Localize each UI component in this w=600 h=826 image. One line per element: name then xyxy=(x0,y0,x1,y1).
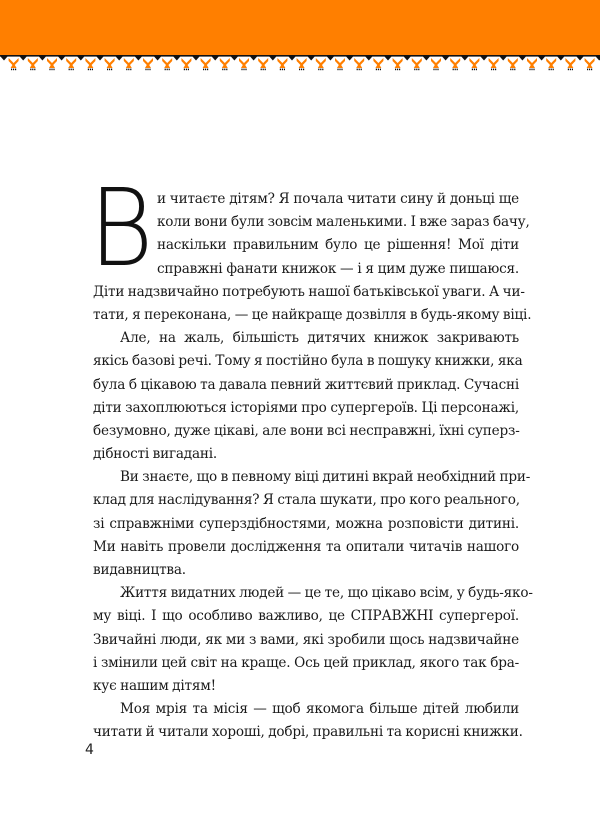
ornament-dot xyxy=(512,69,513,71)
ornament-motif xyxy=(489,58,499,68)
page-number: 4 xyxy=(85,742,94,758)
ornament-dot xyxy=(551,69,552,71)
text-line: була б цікавою та давала певний життєвий приклад. Сучасні xyxy=(93,376,519,393)
ornament-dot xyxy=(88,69,89,71)
ornament-motif xyxy=(181,58,191,68)
ornament-dot xyxy=(303,69,304,71)
ornament-motif xyxy=(431,58,441,68)
drop-cap: В xyxy=(89,167,154,291)
ornament-motif xyxy=(585,58,595,68)
ornament-motif xyxy=(412,58,422,68)
ornament-dot xyxy=(531,69,532,71)
ornament-motif xyxy=(85,58,95,68)
text-line: видавництва. xyxy=(93,562,186,578)
ornament-motif xyxy=(297,58,307,68)
ornament-dot xyxy=(51,69,52,71)
ornament-dot xyxy=(301,69,302,71)
paragraph xyxy=(93,466,531,582)
ornament-triangle xyxy=(481,57,488,61)
ornament-motif xyxy=(450,58,460,68)
ornament-motif xyxy=(335,58,345,68)
article-body xyxy=(93,188,533,745)
ornament-triangle xyxy=(250,57,257,61)
ornament-dot xyxy=(92,69,93,71)
ornament-motif xyxy=(239,58,249,68)
ornament-motif xyxy=(546,58,556,68)
text-line: коли вони були зовсім маленькими. І вже зараз бачу, xyxy=(157,214,530,231)
ornament-motif xyxy=(527,58,537,68)
ornament-dot xyxy=(414,69,415,71)
ornament-dot xyxy=(32,69,33,71)
ornament-motif xyxy=(393,58,403,68)
ornament-dot xyxy=(69,69,70,71)
paragraph xyxy=(93,327,523,466)
ornament-triangle xyxy=(385,57,392,61)
ornament-dot xyxy=(203,69,204,71)
ornament-dot xyxy=(572,69,573,71)
ornament-dot xyxy=(126,69,127,71)
text-line: му віці. І що особливо важливо, це СПРАВЖНІ супергерої. xyxy=(93,608,519,625)
ornament-dot xyxy=(399,69,400,71)
ornament-triangle xyxy=(154,57,161,61)
ornament-dot xyxy=(241,69,242,71)
ornament-triangle xyxy=(365,57,372,61)
ornament-dot xyxy=(13,69,14,71)
ornament-dot xyxy=(205,69,206,71)
ornament-motif xyxy=(47,58,57,68)
ornament-dot xyxy=(495,69,496,71)
ornament-motif xyxy=(316,58,326,68)
ornament-motif xyxy=(220,58,230,68)
text-line: Звичайні люди, як ми з вами, які зробили щось надзвичайне xyxy=(93,631,519,648)
ornament-border xyxy=(0,55,600,71)
ornament-dot xyxy=(15,69,16,71)
ornament-dot xyxy=(222,69,223,71)
ornament-dot xyxy=(188,69,189,71)
text-line: Але, на жаль, більшість дитячих книжок закривають xyxy=(120,330,519,347)
ornament-motif xyxy=(143,58,153,68)
ornament-dot xyxy=(299,69,300,71)
ornament-triangle xyxy=(577,57,584,61)
ornament-dot xyxy=(416,69,417,71)
ornament-triangle xyxy=(557,57,564,61)
ornament-dot xyxy=(149,69,150,71)
ornament-dot xyxy=(474,69,475,71)
ornament-motif xyxy=(201,58,211,68)
ornament-dot xyxy=(587,69,588,71)
ornament-motif xyxy=(565,58,575,68)
ornament-dot xyxy=(337,69,338,71)
ornament-dot xyxy=(533,69,534,71)
ornament-dot xyxy=(243,69,244,71)
ornament-motif xyxy=(9,58,19,68)
ornament-dot xyxy=(570,69,571,71)
ornament-dot xyxy=(224,69,225,71)
ornament-motif xyxy=(469,58,479,68)
ornament-dot xyxy=(553,69,554,71)
ornament-triangle xyxy=(20,57,27,61)
ornament-dot xyxy=(111,69,112,71)
text-line: кує нашим дітям! xyxy=(93,677,216,694)
ornament-dot xyxy=(529,69,530,71)
ornament-dot xyxy=(510,69,511,71)
text-line: и читаєте дітям? Я почала читати сину й доньці ще xyxy=(157,191,519,207)
ornament-dot xyxy=(591,69,592,71)
ornament-triangle xyxy=(327,57,334,61)
ornament-motif xyxy=(124,58,134,68)
ornament-dot xyxy=(514,69,515,71)
ornament-dot xyxy=(49,69,50,71)
ornament-dot xyxy=(184,69,185,71)
ornament-motif xyxy=(162,58,172,68)
ornament-triangle xyxy=(212,57,219,61)
ornament-triangle xyxy=(346,57,353,61)
ornament-triangle xyxy=(173,57,180,61)
ornament-triangle xyxy=(39,57,46,61)
ornament-motif xyxy=(258,58,268,68)
ornament-triangle xyxy=(193,57,200,61)
ornament-dot xyxy=(341,69,342,71)
ornament-dot xyxy=(453,69,454,71)
ornament-dot xyxy=(376,69,377,71)
ornament-dot xyxy=(11,69,12,71)
ornament-dot xyxy=(165,69,166,71)
paragraph xyxy=(93,188,532,327)
ornament-triangle xyxy=(404,57,411,61)
paragraph xyxy=(93,582,533,698)
ornament-dot xyxy=(109,69,110,71)
text-line: діти захоплюються історіями про супергероїв. Ці персонажі, xyxy=(93,399,519,416)
text-line: зі справжніми суперздібностями, можна розповісти дитині. xyxy=(93,515,519,532)
ornament-dot xyxy=(280,69,281,71)
ornament-triangle xyxy=(231,57,238,61)
ornament-triangle xyxy=(116,57,123,61)
ornament-dot xyxy=(320,69,321,71)
ornament-dot xyxy=(378,69,379,71)
ornament-dot xyxy=(207,69,208,71)
ornament-dot xyxy=(397,69,398,71)
ornament-dot xyxy=(263,69,264,71)
ornament-dot xyxy=(147,69,148,71)
ornament-dot xyxy=(90,69,91,71)
ornament-dot xyxy=(130,69,131,71)
ornament-dot xyxy=(261,69,262,71)
text-line: і змінили цей світ на краще. Ось цей приклад, якого так бра- xyxy=(93,654,519,671)
ornament-dot xyxy=(418,69,419,71)
ornament-dot xyxy=(282,69,283,71)
ornament-dot xyxy=(30,69,31,71)
ornament-dot xyxy=(284,69,285,71)
ornament-dot xyxy=(568,69,569,71)
ornament-triangle xyxy=(461,57,468,61)
text-line: читати й читали хороші, добрі, правильні та корисні книжки. xyxy=(93,724,523,741)
ornament-triangle xyxy=(77,57,84,61)
ornament-line xyxy=(0,55,600,57)
ornament-dot xyxy=(491,69,492,71)
ornament-triangle xyxy=(97,57,104,61)
ornament-dot xyxy=(71,69,72,71)
ornament-dot xyxy=(395,69,396,71)
ornament-dot xyxy=(34,69,35,71)
ornament-dot xyxy=(128,69,129,71)
ornament-dot xyxy=(169,69,170,71)
ornament-triangle xyxy=(289,57,296,61)
ornament-dot xyxy=(437,69,438,71)
ornament-dot xyxy=(245,69,246,71)
text-line: справжні фанати книжок — і я цим дуже пишаюся. xyxy=(157,260,519,277)
ornament-dot xyxy=(476,69,477,71)
ornament-dot xyxy=(472,69,473,71)
text-line: безумовно, дуже цікаві, але вони всі несправжні, їхні суперз- xyxy=(93,422,520,439)
text-line: якісь базові речі. Тому я постійно була в пошуку книжки, яка xyxy=(93,353,523,370)
text-line: Життя видатних людей — це те, що цікаво всім, у будь-яко- xyxy=(120,585,533,602)
paragraph xyxy=(93,698,523,744)
ornament-motif xyxy=(66,58,76,68)
ornament-motif xyxy=(28,58,38,68)
text-line: Ви знаєте, що в певному віці дитині вкрай необхідний при- xyxy=(120,469,531,486)
ornament-triangle xyxy=(442,57,449,61)
text-line: наскільки правильним було це рішення! Мої діти xyxy=(157,237,519,254)
header-band xyxy=(0,0,600,56)
ornament-dot xyxy=(186,69,187,71)
ornament-dot xyxy=(549,69,550,71)
ornament-dot xyxy=(265,69,266,71)
ornament-dot xyxy=(359,69,360,71)
text-line: Діти надзвичайно потребують нашої батьківської уваги. А чи- xyxy=(93,283,525,300)
text-line: Моя мрія та місія — щоб якомога більше дітей любили xyxy=(120,701,519,718)
ornament-dot xyxy=(493,69,494,71)
ornament-dot xyxy=(73,69,74,71)
ornament-triangle xyxy=(596,57,600,61)
ornament-dot xyxy=(167,69,168,71)
ornament-triangle xyxy=(135,57,142,61)
ornament-motif xyxy=(105,58,115,68)
ornament-dot xyxy=(455,69,456,71)
ornament-dot xyxy=(589,69,590,71)
ornament-dot xyxy=(435,69,436,71)
ornament-triangle xyxy=(538,57,545,61)
ornament-motif xyxy=(508,58,518,68)
ornament-triangle xyxy=(58,57,65,61)
ornament-dot xyxy=(226,69,227,71)
ornament-dot xyxy=(107,69,108,71)
ornament-dot xyxy=(457,69,458,71)
ornament-motif xyxy=(373,58,383,68)
ornament-triangle xyxy=(1,57,8,61)
ornament-dot xyxy=(380,69,381,71)
ornament-motif xyxy=(277,58,287,68)
ornament-triangle xyxy=(308,57,315,61)
ornament-motif xyxy=(354,58,364,68)
ornament-dot xyxy=(357,69,358,71)
ornament-dot xyxy=(322,69,323,71)
text-line: клад для наслідування? Я стала шукати, про кого реального, xyxy=(93,492,520,509)
ornament-triangle xyxy=(519,57,526,61)
ornament-dot xyxy=(339,69,340,71)
ornament-dot xyxy=(433,69,434,71)
ornament-dot xyxy=(318,69,319,71)
ornament-triangle xyxy=(423,57,430,61)
text-line: Ми навіть провели дослідження та опитали читачів нашого xyxy=(93,538,519,555)
ornament-dot xyxy=(361,69,362,71)
text-line: дібності вигадані. xyxy=(93,446,217,463)
ornament-triangle xyxy=(269,57,276,61)
ornament-triangle xyxy=(500,57,507,61)
ornament-dot xyxy=(145,69,146,71)
text-line: тати, я переконана, — це найкраще дозвілля в будь-якому віці. xyxy=(93,306,532,323)
ornament-dot xyxy=(53,69,54,71)
